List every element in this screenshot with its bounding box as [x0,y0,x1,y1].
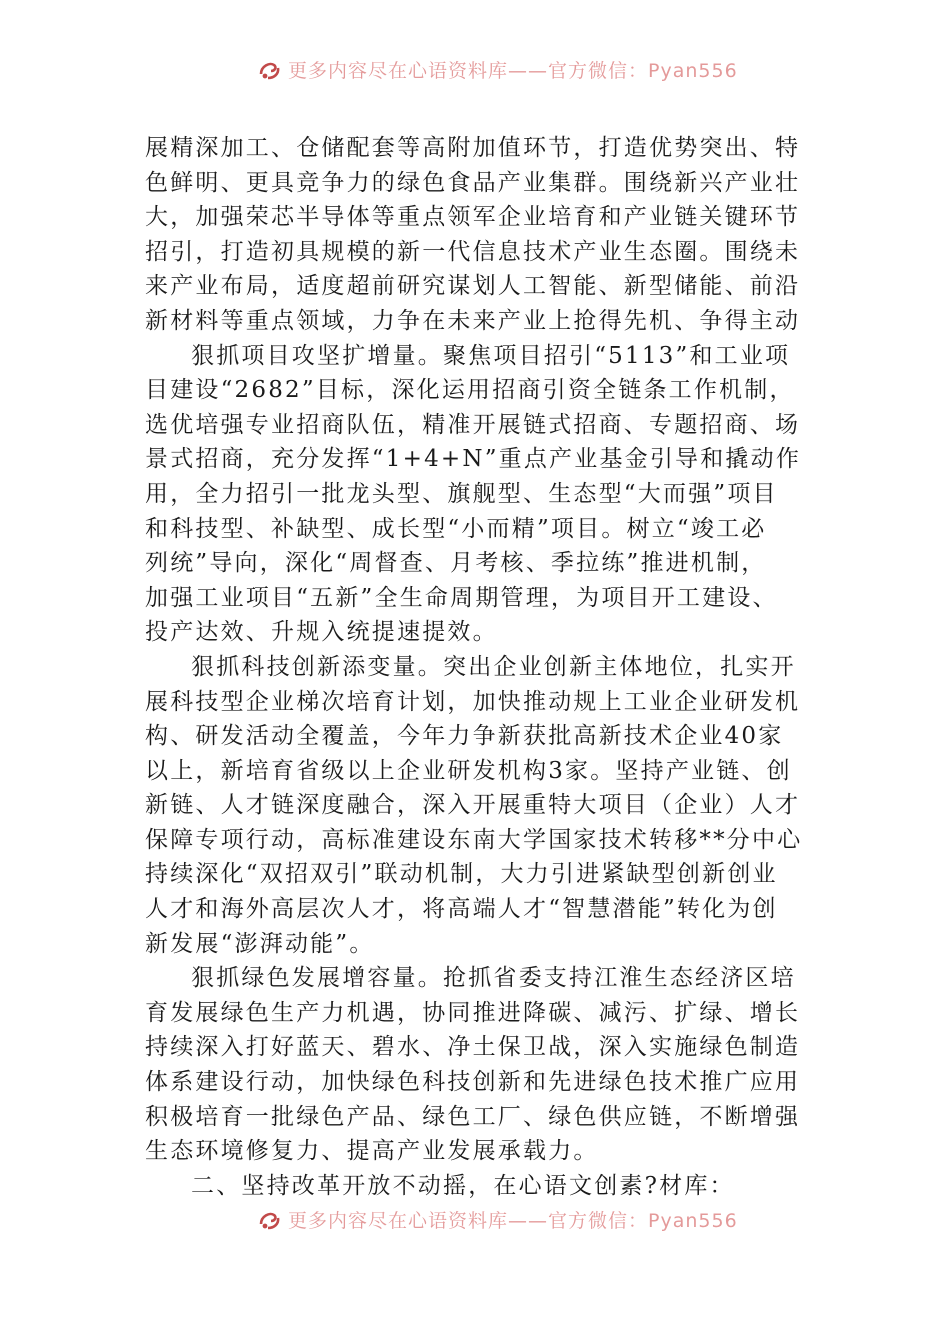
text-line: 保障专项行动，高标准建设东南大学国家技术转移**分中心 [145,826,803,853]
text-line: 持续深化“双招双引”联动机制，大力引进紧缺型创新创业 [145,861,778,888]
text-line: 色鲜明、更具竞争力的绿色食品产业集群。围绕新兴产业壮 [145,169,801,196]
text-line: 目建设“2682”目标，深化运用招商引资全链条工作机制， [145,377,795,404]
text-line: 景式招商，充分发挥“1+4+N”重点产业基金引导和撬动作 [145,446,802,473]
text-line: 育发展绿色生产力机遇，协同推进降碳、减污、扩绿、增长 [145,999,801,1026]
text-line: 列统”导向，深化“周督查、月考核、季拉练”推进机制， [145,550,767,577]
text-line: 招引，打造初具规模的新一代信息技术产业生态圈。围绕未 [145,238,801,265]
text-line: 用，全力招引一批龙头型、旗舰型、生态型“大而强”项目 [145,480,778,507]
text-line: 大，加强荣芯半导体等重点领军企业培育和产业链关键环节 [145,204,801,231]
text-line: 投产达效、升规入统提速提效。 [145,619,498,646]
text-line: 狠抓科技创新添变量。突出企业创新主体地位，扎实开 [191,653,796,680]
text-line: 新材料等重点领域，力争在未来产业上抢得先机、争得主动 [145,307,801,334]
text-line: 和科技型、补缺型、成长型“小而精”项目。树立“竣工必 [145,515,767,542]
text-line: 选优培强专业招商队伍，精准开展链式招商、专题招商、场 [145,411,801,438]
text-line: 展科技型企业梯次培育计划，加快推动规上工业企业研发机 [145,688,801,715]
watermark-footer [258,1206,738,1233]
text-line: 狠抓绿色发展增容量。抢抓省委支持江淮生态经济区培 [191,965,796,992]
text-line: 人才和海外高层次人才，将高端人才“智慧潜能”转化为创 [145,896,778,923]
watermark-logo-icon [258,1209,282,1231]
text-line: 构、研发活动全覆盖，今年力争新获批高新技术企业40家 [145,723,784,750]
text-line: 新发展“澎湃动能”。 [145,930,375,957]
watermark-header [258,56,738,83]
watermark-text: 更多内容尽在心语资料库——官方微信：Pyan556 [288,60,738,82]
watermark-text: 更多内容尽在心语资料库——官方微信：Pyan556 [288,1210,738,1232]
text-line: 积极培育一批绿色产品、绿色工厂、绿色供应链，不断增强 [145,1103,801,1130]
document-body [145,131,810,1203]
text-line: 以上，新培育省级以上企业研发机构3家。坚持产业链、创 [145,757,792,784]
text-line: 体系建设行动，加快绿色科技创新和先进绿色技术推广应用 [145,1069,801,1096]
watermark-logo-icon [258,59,282,81]
text-line: 来产业布局，适度超前研究谋划人工智能、新型储能、前沿 [145,273,801,300]
text-line: 二、坚持改革开放不动摇，在心语文创素?材库： [191,1172,735,1199]
text-line: 持续深入打好蓝天、碧水、净土保卫战，深入实施绿色制造 [145,1034,801,1061]
text-line: 狠抓项目攻坚扩增量。聚焦项目招引“5113”和工业项 [191,342,791,369]
text-line: 加强工业项目“五新”全生命周期管理，为项目开工建设、 [145,584,778,611]
text-line: 生态环境修复力、提高产业发展承载力。 [145,1138,599,1165]
text-line: 展精深加工、仓储配套等高附加值环节，打造优势突出、特 [145,135,801,161]
text-line: 新链、人才链深度融合，深入开展重特大项目（企业）人才 [145,792,801,819]
